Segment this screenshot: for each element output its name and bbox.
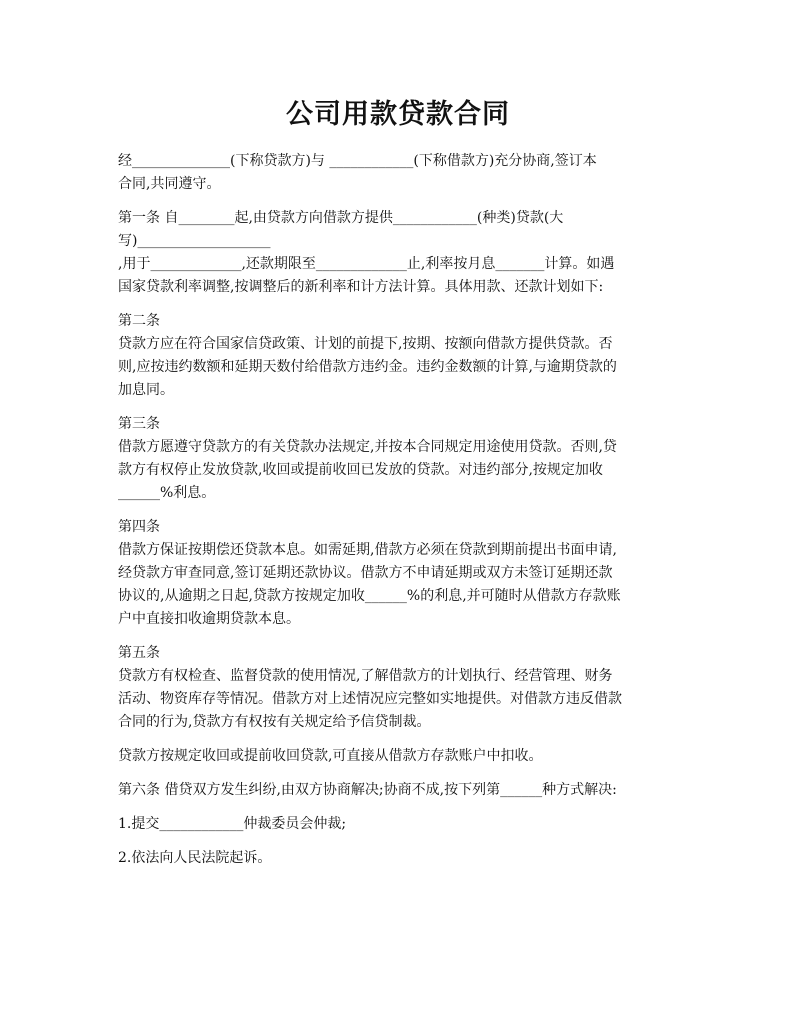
paragraph-art4 xyxy=(118,516,690,631)
text-line: 国家贷款利率调整,按调整后的新利率和计方法计算。具体用款、还款计划如下: xyxy=(118,279,604,295)
paragraph-art3 xyxy=(118,413,690,505)
text-line: 贷款方有权检查、监督贷款的使用情况,了解借款方的计划执行、经营管理、财务 xyxy=(118,668,613,684)
paragraph-art5 xyxy=(118,642,690,734)
text-line: 加息同。 xyxy=(118,382,174,398)
text-line: 款方有权停止发放贷款,收回或提前收回已发放的贷款。对违约部分,按规定加收 xyxy=(118,462,603,478)
text-line: 2.依法向人民法院起诉。 xyxy=(118,850,272,866)
text-line: ______%利息。 xyxy=(118,485,216,501)
text-line: 第二条 xyxy=(118,313,160,329)
text-line: 经贷款方审查同意,签订延期还款协议。借款方不申请延期或双方未签订延期还款 xyxy=(118,565,613,581)
document-body xyxy=(118,150,690,881)
text-line: 借款方保证按期偿还贷款本息。如需延期,借款方必须在贷款到期前提出书面申请, xyxy=(118,542,617,558)
paragraph-art1 xyxy=(118,207,690,299)
text-line: 经______________(下称贷款方)与 ____________(下称借款方)充分协商,签订本 xyxy=(118,153,597,169)
paragraph-intro xyxy=(118,150,690,196)
paragraph-opt1 xyxy=(118,813,690,836)
text-line: 协议的,从逾期之日起,贷款方按规定加收______%的利息,并可随时从借款方存款账 xyxy=(118,588,621,604)
text-line: 活动、物资库存等情况。借款方对上述情况应完整如实地提供。对借款方违反借款 xyxy=(118,691,622,707)
text-line: 第三条 xyxy=(118,416,160,432)
text-line: 借款方愿遵守贷款方的有关贷款办法规定,并按本合同规定用途使用贷款。否则,贷 xyxy=(118,439,617,455)
text-line: 第四条 xyxy=(118,519,160,535)
text-line: 贷款方按规定收回或提前收回贷款,可直接从借款方存款账户中扣收。 xyxy=(118,748,543,764)
text-line: 第六条 借贷双方发生纠纷,由双方协商解决;协商不成,按下列第______种方式解决: xyxy=(118,782,617,798)
text-line: 合同的行为,贷款方有权按有关规定给予信贷制裁。 xyxy=(118,714,431,730)
paragraph-opt2 xyxy=(118,847,690,870)
paragraph-art2 xyxy=(118,310,690,402)
paragraph-art6 xyxy=(118,779,690,802)
paragraph-art5b xyxy=(118,745,690,768)
text-line: 第一条 自________起,由贷款方向借款方提供____________(种类)贷款(大 xyxy=(118,210,564,226)
document-title: 公司用款贷款合同 xyxy=(286,99,510,130)
text-line: 第五条 xyxy=(118,645,160,661)
text-line: 户中直接扣收逾期贷款本息。 xyxy=(118,611,300,627)
text-line: 写)___________________ xyxy=(118,233,271,249)
text-line: 则,应按违约数额和延期天数付给借款方违约金。违约金数额的计算,与逾期贷款的 xyxy=(118,359,617,375)
text-line: 合同,共同遵守。 xyxy=(118,176,221,192)
text-line: 1.提交____________仲裁委员会仲裁; xyxy=(118,816,347,832)
text-line: 贷款方应在符合国家信贷政策、计划的前提下,按期、按额向借款方提供贷款。否 xyxy=(118,336,613,352)
text-line: ,用于_____________,还款期限至_____________止,利率按月息_______计算。如遇 xyxy=(118,256,615,272)
